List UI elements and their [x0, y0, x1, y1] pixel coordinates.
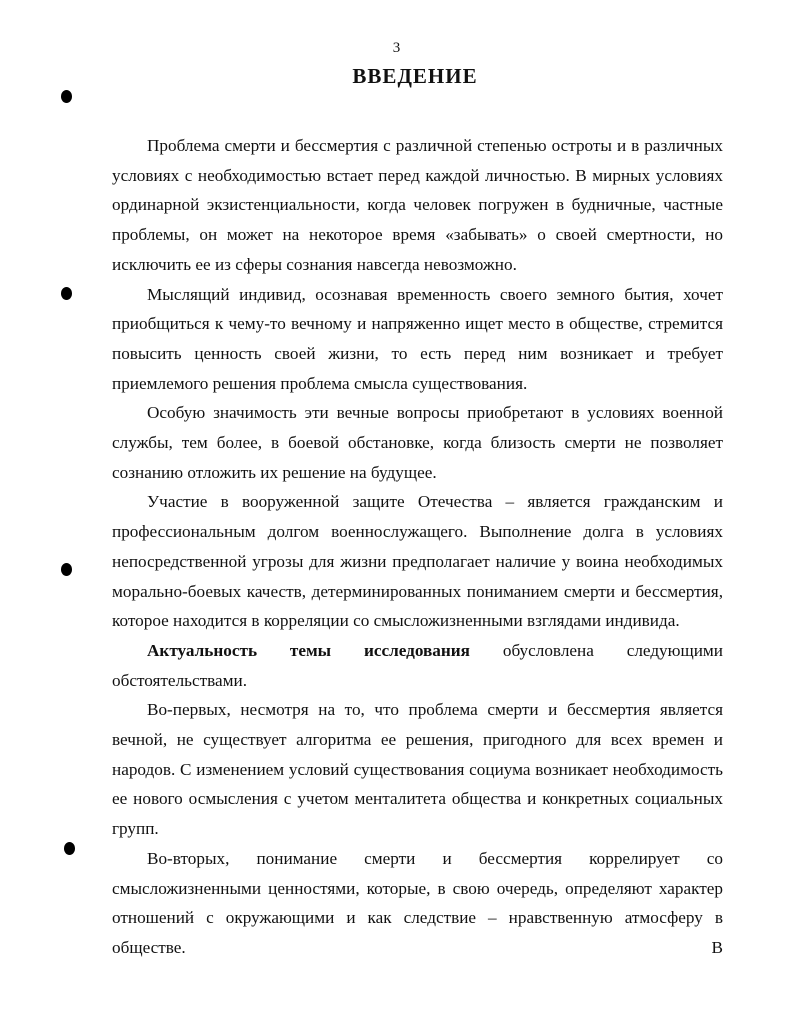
relevance-text: обусловлена следующими обстоятельствами.	[112, 640, 724, 690]
paragraph-1: Проблема смерти и бессмертия с различной степенью остроты и в различных условиях с необходимостью встает перед каждой личностью. В мирных условиях ординарной экзистенциальности, когда человек погружен в будничные, частные проблемы, он может на некоторое время «забывать» о своей смертности, но исключить ее из сферы сознания навсегда невозможно.	[112, 136, 723, 274]
binder-hole-mark	[61, 563, 72, 576]
paragraph-3: Особую значимость эти вечные вопросы приобретают в условиях военной службы, тем более, в боевой обстановке, когда близость смерти не позволяет сознанию отложить их решение на будущее.	[112, 403, 723, 482]
page-title: ВВЕДЕНИЕ	[352, 64, 478, 88]
paragraph-2: Мыслящий индивид, осознавая временность своего земного бытия, хочет приобщиться к чему-то вечному и напряженно ищет место в обществе, стремится повысить ценность своей жизни, то есть перед ним возникает и требует приемлемого решения проблема смысла существования.	[112, 284, 723, 393]
paragraph-4: Участие в вооруженной защите Отечества – является гражданским и профессиональным долгом военнослужащего. Выполнение долга в условиях непосредственной угрозы для жизни предполагает наличие у воина необходимых морально-боевых качеств, детерминированных пониманием смерти и бессмертия, которое находится в корреляции со смысложизненными взглядами индивида.	[112, 492, 723, 631]
page-number: 3	[392, 40, 401, 56]
binder-hole-mark	[61, 287, 72, 300]
paragraph-7: Во-вторых, понимание смерти и бессмертия коррелирует со смысложизненными ценностями, которые, в свою очередь, определяют характер отношений с окружающими и как следствие – нравственную атмосферу в обществе. В	[112, 848, 723, 957]
paragraph-6: Во-первых, несмотря на то, что проблема смерти и бессмертия является вечной, не существует алгоритма ее решения, пригодного для всех времен и народов. С изменением условий существования социума возникает необходимость ее нового осмысления с учетом менталитета общества и конкретных социальных групп.	[112, 700, 723, 839]
body-text	[112, 131, 723, 963]
binder-hole-mark	[61, 90, 72, 103]
binder-hole-mark	[64, 842, 75, 855]
relevance-heading: Актуальность темы исследования	[147, 640, 470, 660]
paragraph-5-relevance	[112, 636, 723, 695]
